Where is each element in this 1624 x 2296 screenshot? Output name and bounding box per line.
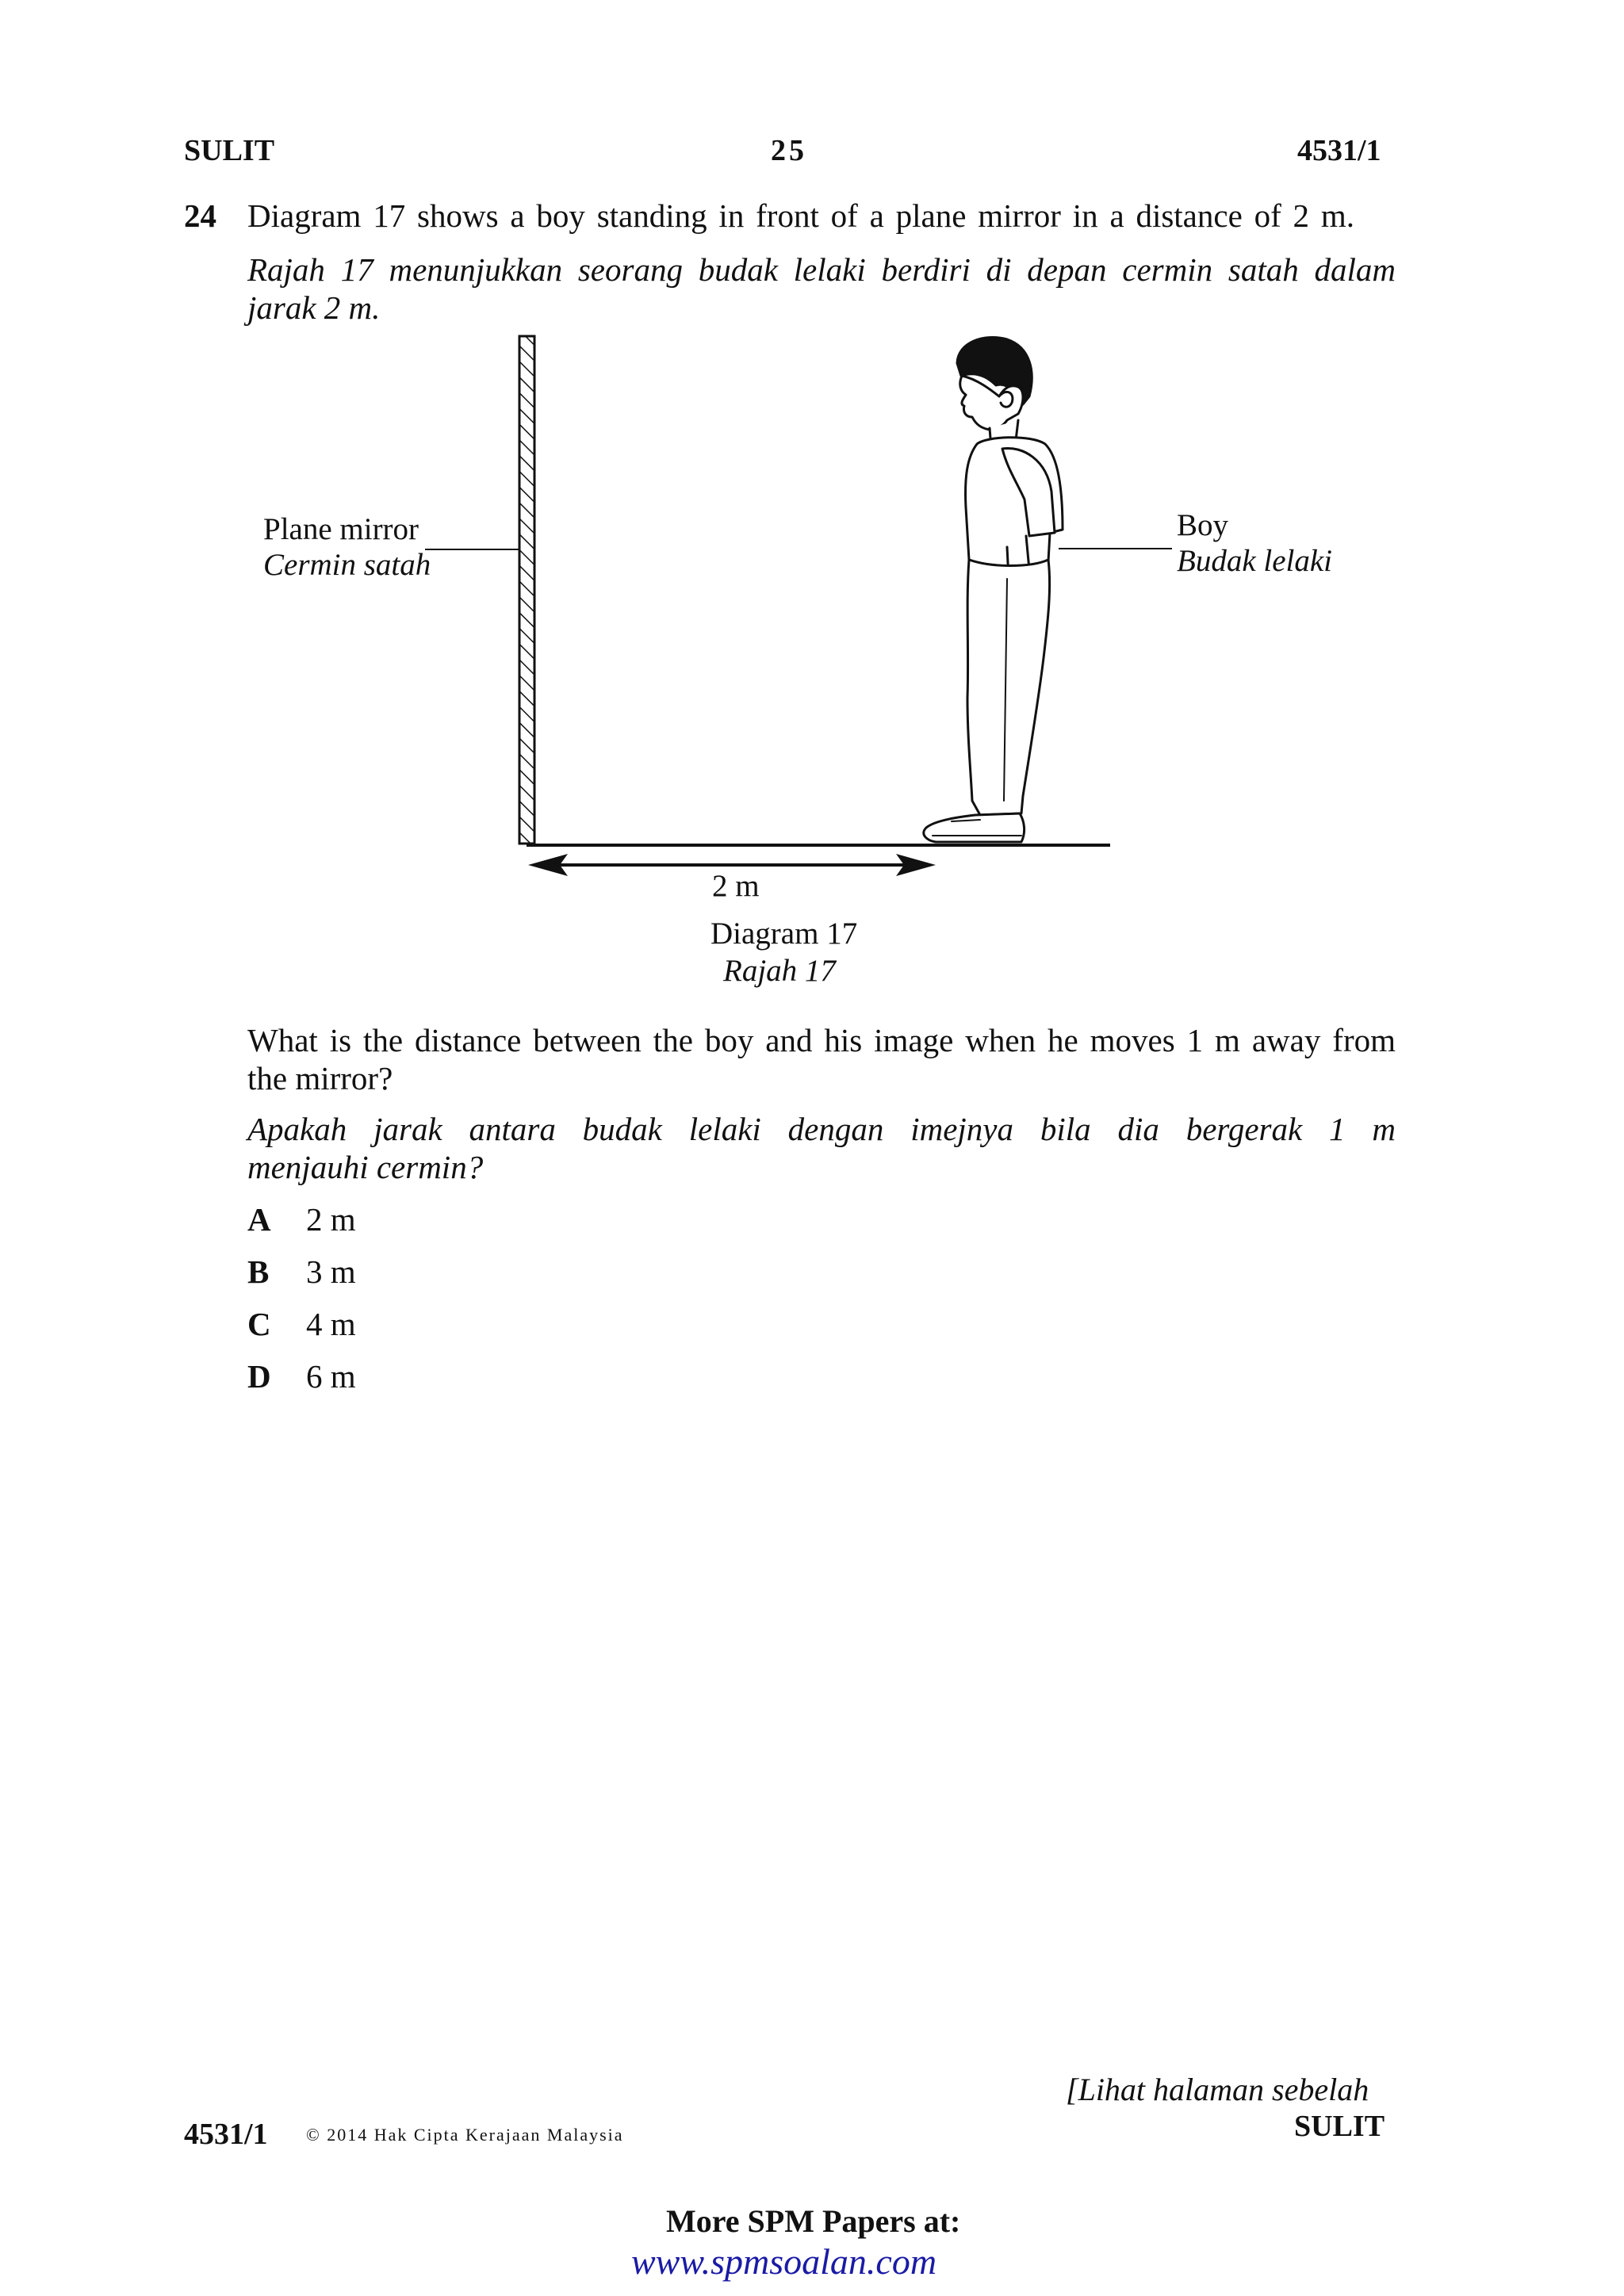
mirror-label-ms: Cermin satah [263, 548, 431, 582]
question-intro-ms-line2: jarak 2 m. [247, 289, 381, 326]
option-text: 3 m [306, 1253, 356, 1290]
boy-label-ms: Budak lelaki [1177, 544, 1333, 578]
page-number: 25 [771, 134, 807, 167]
diagram-caption-en: Diagram 17 [710, 916, 858, 951]
question-ask-en-line1: What is the distance between the boy and his image when he moves 1 m away from [247, 1022, 1396, 1058]
question-ask-ms-line2: menjauhi cermin? [247, 1149, 484, 1185]
option-letter: A [247, 1201, 271, 1238]
option-letter: C [247, 1306, 271, 1342]
diagram-17 [0, 0, 1624, 999]
footer-code: 4531/1 [184, 2118, 268, 2151]
website-link[interactable]: www.spmsoalan.com [631, 2241, 937, 2282]
question-ask-ms-line1: Apakah jarak antara budak lelaki dengan imejnya bila dia bergerak 1 m [247, 1111, 1396, 1147]
question-intro-en: Diagram 17 shows a boy standing in front of a plane mirror in a distance of 2 m. [247, 197, 1354, 234]
option-text: 6 m [306, 1358, 356, 1395]
plane-mirror [519, 336, 534, 844]
turn-over-note: [Lihat halaman sebelah [1066, 2072, 1369, 2107]
option-text: 4 m [306, 1306, 356, 1342]
question-intro-ms-line1: Rajah 17 menunjukkan seorang budak lelaki berdiri di depan cermin satah dalam [247, 251, 1396, 288]
question-number: 24 [184, 197, 216, 234]
distance-label: 2 m [712, 869, 760, 903]
option-letter: B [247, 1253, 270, 1290]
option-text: 2 m [306, 1201, 356, 1238]
option-letter: D [247, 1358, 271, 1395]
footer-sulit: SULIT [1294, 2110, 1385, 2143]
boy-label-en: Boy [1177, 508, 1229, 542]
mirror-label-en: Plane mirror [263, 512, 419, 546]
boy-figure [924, 338, 1063, 842]
diagram-caption-ms: Rajah 17 [723, 954, 836, 988]
question-ask-en-line2: the mirror? [247, 1060, 393, 1096]
header-sulit: SULIT [184, 134, 275, 167]
copyright-notice: © 2014 Hak Cipta Kerajaan Malaysia [306, 2125, 624, 2145]
header-code: 4531/1 [1297, 134, 1381, 167]
diagram-drawing [0, 0, 1624, 999]
more-papers-label: More SPM Papers at: [666, 2203, 961, 2239]
